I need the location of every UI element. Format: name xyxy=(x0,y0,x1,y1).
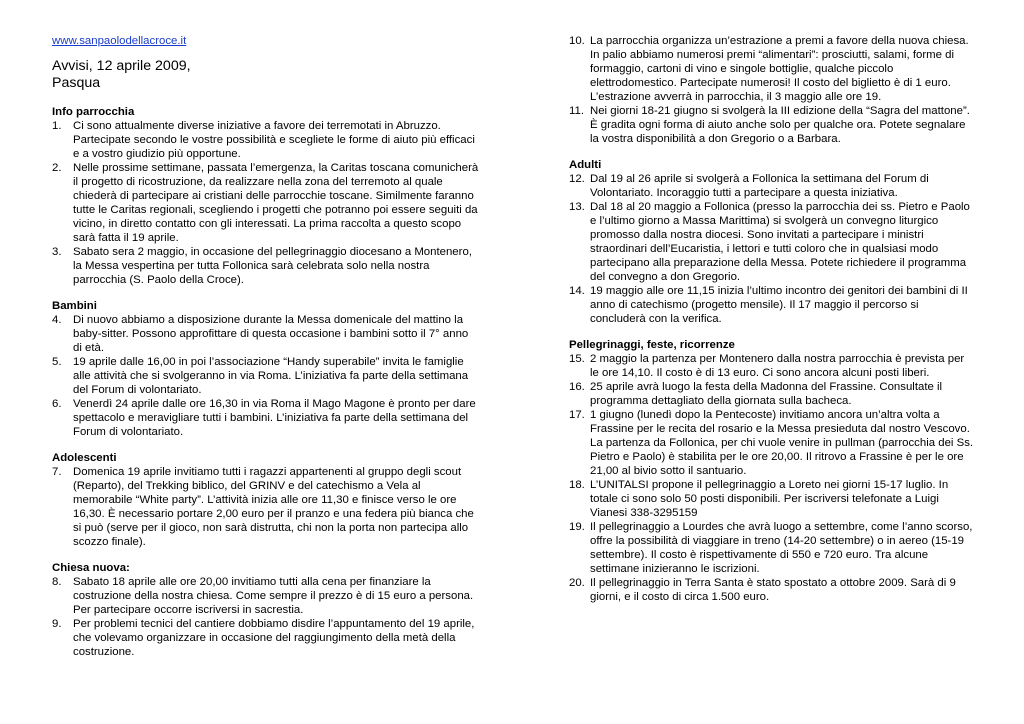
list-item xyxy=(569,104,975,146)
page-title: Avvisi, 12 aprile 2009, Pasqua xyxy=(52,58,191,91)
list-item xyxy=(52,465,480,549)
section-title: Chiesa nuova: xyxy=(52,562,130,574)
section-continued xyxy=(569,34,975,146)
item-number: 11. xyxy=(569,105,584,117)
item-number: 1. xyxy=(52,120,62,132)
item-number: 17. xyxy=(569,409,585,421)
section-info-parrocchia xyxy=(52,105,480,287)
list-item xyxy=(569,284,975,326)
list-item xyxy=(569,352,975,380)
item-text: 19 maggio alle ore 11,15 inizia l’ultimo incontro dei genitori dei bambini di II anno di catechismo (progetto mensile). Il 17 maggio il percorso si concluderà con la verifica. xyxy=(590,285,968,325)
left-column xyxy=(52,34,480,671)
item-text: Sabato sera 2 maggio, in occasione del pellegrinaggio diocesano a Montenero, la Messa vespertina per tutta Follonica sarà celebrata solo nella nostra parrocchia (S. Paolo della Croce). xyxy=(73,246,472,286)
item-text: Ci sono attualmente diverse iniziative a favore dei terremotati in Abruzzo. Partecipate secondo le vostre possibilità e scegliete le forme di aiuto più efficaci e a vostro giudizio più opportune. xyxy=(73,120,475,160)
item-number: 10. xyxy=(569,35,585,47)
section-title: Adulti xyxy=(569,159,602,171)
item-text: Dal 18 al 20 maggio a Follonica (presso la parrocchia dei ss. Pietro e Paolo e l’ultimo giorno a Massa Marittima) si svolgerà un convegno liturgico promosso dalla nostra diocesi. Sono invitati a partecipare i ministri straordinari dell’Eucaristia, i lettori e tutti coloro che in qualsiasi modo partecipano alla preparazione della Messa. Potete richiedere il programma del convegno a don Gregorio. xyxy=(590,201,970,283)
item-number: 12. xyxy=(569,173,585,185)
left-sections xyxy=(52,105,480,659)
item-text: 2 maggio la partenza per Montenero dalla nostra parrocchia è prevista per le ore 14,10. Il costo è di 13 euro. Ci sono ancora alcuni posti liberi. xyxy=(590,353,965,379)
list-item xyxy=(569,520,975,576)
list-item xyxy=(569,34,975,104)
list-item xyxy=(52,119,480,161)
item-number: 15. xyxy=(569,353,585,365)
item-text: La parrocchia organizza un’estrazione a premi a favore della nuova chiesa. In palio abbiamo numerosi premi “alimentari”: prosciutti, salami, forme di formaggio, cartoni di vino e singole bottiglie, qualche piccolo elettrodomestico. Partecipate numerosi! Il costo del biglietto è di 1 euro. L’estrazione avverrà in parrocchia, il 3 maggio alle ore 19. xyxy=(590,35,969,103)
item-text: Dal 19 al 26 aprile si svolgerà a Follonica la settimana del Forum di Volontariato. Incoraggio tutti a partecipare a questa iniziativa. xyxy=(590,173,929,199)
item-text: Sabato 18 aprile alle ore 20,00 invitiamo tutti alla cena per finanziare la costruzione della nostra chiesa. Come sempre il prezzo è di 15 euro a persona. Per partecipare occorre iscriversi in sacrestia. xyxy=(73,576,474,616)
list-item xyxy=(52,313,480,355)
section-chiesa-nuova xyxy=(52,561,480,659)
item-number: 4. xyxy=(52,314,62,326)
item-number: 20. xyxy=(569,577,585,589)
item-number: 19. xyxy=(569,521,585,533)
item-number: 14. xyxy=(569,285,585,297)
item-text: L’UNITALSI propone il pellegrinaggio a Loreto nei giorni 15-17 luglio. In totale ci sono solo 50 posti disponibili. Per iscriversi telefonate a Luigi Vianesi 338-3295159 xyxy=(590,479,949,519)
list-item xyxy=(52,617,480,659)
section-adulti xyxy=(569,158,975,326)
item-text: Di nuovo abbiamo a disposizione durante la Messa domenicale del mattino la baby-sitter. Possono approfittare di questa occasione i bambini sotto il 7° anno di età. xyxy=(73,314,469,354)
item-number: 3. xyxy=(52,246,62,258)
item-text: 1 giugno (lunedì dopo la Pentecoste) invitiamo ancora un’altra volta a Frassine per le recita del rosario e la Messa presieduta dal nostro Vescovo. La partenza da Follonica, per chi vuole venire in pullman (parrocchia dei Ss. Pietro e Paolo) è stabilita per le ore 20,00. Il ritrovo a Frassine è per le ore 21,00 al bivio sotto il santuario. xyxy=(590,409,974,477)
list-item xyxy=(569,576,975,604)
section-title: Pellegrinaggi, feste, ricorrenze xyxy=(569,339,735,351)
item-number: 9. xyxy=(52,618,62,630)
section-adolescenti xyxy=(52,451,480,549)
item-text: Il pellegrinaggio a Lourdes che avrà luogo a settembre, come l’anno scorso, offre la possibilità di viaggiare in treno (14-20 settembre) o in aereo (15-19 settembre). Il costo è rispettivamente di 550 e 720 euro. Tra alcune settimane inizieranno le iscrizioni. xyxy=(590,521,973,575)
website-link[interactable]: www.sanpaolodellacroce.it xyxy=(52,35,187,47)
item-text: Nei giorni 18-21 giugno si svolgerà la III edizione della “Sagra del mattone”. È gradita ogni forma di aiuto anche solo per qualche ora. Potete segnalare la vostra disponibilità a don Gregorio o a Barbara. xyxy=(590,105,970,145)
section-bambini xyxy=(52,299,480,439)
item-number: 5. xyxy=(52,356,62,368)
section-title: Info parrocchia xyxy=(52,106,135,118)
item-number: 6. xyxy=(52,398,62,410)
item-number: 7. xyxy=(52,466,62,478)
item-number: 18. xyxy=(569,479,585,491)
section-pellegrinaggi-feste-ricorrenze xyxy=(569,338,975,604)
item-number: 8. xyxy=(52,576,62,588)
item-text: 25 aprile avrà luogo la festa della Madonna del Frassine. Consultate il programma dettagliato della giornata sulla bacheca. xyxy=(590,381,943,407)
list-item xyxy=(569,172,975,200)
item-number: 16. xyxy=(569,381,585,393)
list-item xyxy=(569,478,975,520)
list-item xyxy=(52,575,480,617)
list-item xyxy=(52,355,480,397)
list-item xyxy=(52,245,480,287)
right-column xyxy=(569,34,975,616)
list-item xyxy=(52,161,480,245)
item-text: Domenica 19 aprile invitiamo tutti i ragazzi appartenenti al gruppo degli scout (Reparto), del Trekking biblico, del GRINV e del catechismo a Vela al memorabile “White party”. L’attività inizia alle ore 11,30 e finisce verso le ore 16,30. È necessario portare 2,00 euro per il pranzo e una federa più bianca che si può (serve per il gioco, non sarà distrutta, chi non la porta non partecipa allo scozzo finale). xyxy=(73,466,474,548)
item-text: Per problemi tecnici del cantiere dobbiamo disdire l’appuntamento del 19 aprile, che volevamo organizzare in occasione del raggiungimento della metà della costruzione. xyxy=(73,618,475,658)
item-number: 2. xyxy=(52,162,62,174)
list-item xyxy=(569,408,975,478)
section-title: Bambini xyxy=(52,300,97,312)
item-text: Il pellegrinaggio in Terra Santa è stato spostato a ottobre 2009. Sarà di 9 giorni, e il costo di circa 1.500 euro. xyxy=(590,577,956,603)
item-text: 19 aprile dalle 16,00 in poi l’associazione “Handy superabile” invita le famiglie alle attività che si svolgeranno in via Roma. L’iniziativa fa parte della settimana del Forum di volontariato. xyxy=(73,356,469,396)
item-text: Nelle prossime settimane, passata l’emergenza, la Caritas toscana comunicherà il progetto di ricostruzione, da realizzare nella zona del terremoto al quale chiederà di partecipare ai cristiani delle parrocchie toscane. Similmente faranno tutte le Caritas regionali, scegliendo i progetti che potranno poi essere seguiti da vicino, in diretto contatto con gli interessati. La prima raccolta a questo scopo sarà fatta il 19 aprile. xyxy=(73,162,479,244)
item-text: Venerdì 24 aprile dalle ore 16,30 in via Roma il Mago Magone è pronto per dare spettacolo e meravigliare tutti i bambini. L’iniziativa fa parte della settimana del Forum di volontariato. xyxy=(73,398,476,438)
item-number: 13. xyxy=(569,201,585,213)
right-sections xyxy=(569,34,975,604)
list-item xyxy=(52,397,480,439)
list-item xyxy=(569,380,975,408)
list-item xyxy=(569,200,975,284)
section-title: Adolescenti xyxy=(52,452,117,464)
